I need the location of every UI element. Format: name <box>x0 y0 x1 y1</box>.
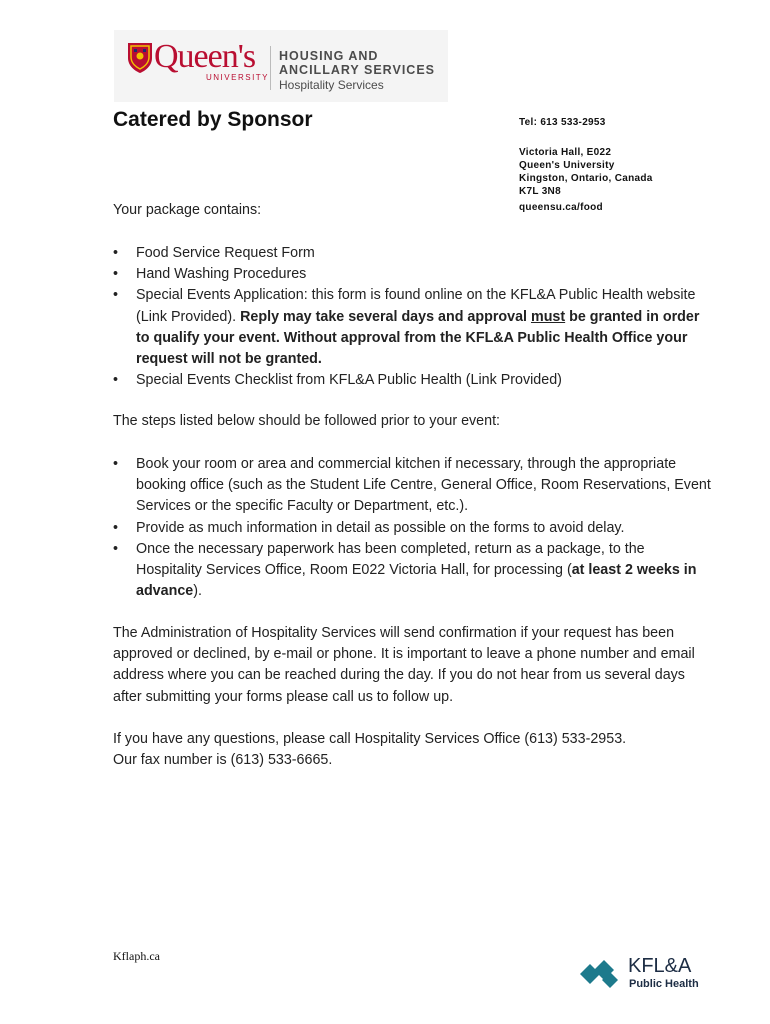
kfla-wordmark: KFL&A <box>628 955 692 977</box>
queens-wordmark: Queen's <box>154 38 256 75</box>
contact-address-2: Queen's University <box>519 160 615 171</box>
queens-crest-icon <box>127 42 153 74</box>
dept-line-3: Hospitality Services <box>279 78 384 92</box>
list-item: • Hand Washing Procedures <box>136 264 713 285</box>
queens-logo <box>114 30 448 102</box>
list-item: • Once the necessary paperwork has been completed, return as a package, to the Hospitality Services Office, Room E022 Victoria Hall, for processing (at least 2 weeks in advance). <box>136 539 713 603</box>
kfla-subtitle: Public Health <box>629 978 699 990</box>
steps-list <box>113 454 713 602</box>
steps-intro: The steps listed below should be followed prior to your event: <box>113 413 501 429</box>
list-item: • Special Events Application: this form is found online on the KFL&A Public Health website (Link Provided). Reply may take several days and approval must be granted in order to qualify your event. Without approval from the KFL&A Public Health Office your request will not be granted. <box>136 285 713 370</box>
contact-address-1: Victoria Hall, E022 <box>519 147 612 158</box>
kfla-logo <box>576 956 706 992</box>
list-item: • Book your room or area and commercial kitchen if necessary, through the appropriate booking office (such as the Student Life Centre, General Office, Room Reservations, Event Services or the specific Faculty or Department, etc.). <box>136 454 713 518</box>
dept-line-1: HOUSING AND <box>279 49 379 63</box>
admin-paragraph: The Administration of Hospitality Services will send confirmation if your request has been approved or declined, by e-mail or phone. It is important to leave a phone number and email address where you can be reached during the day. If you do not hear from us several days after submitting your forms please call us to follow up. <box>113 625 695 705</box>
contact-website: queensu.ca/food <box>519 202 603 213</box>
list-item: • Food Service Request Form <box>136 243 713 264</box>
package-list <box>113 243 713 391</box>
logo-divider <box>270 46 271 90</box>
kfla-diamond-icon <box>576 956 626 992</box>
dept-line-2: ANCILLARY SERVICES <box>279 63 435 77</box>
contact-address-4: K7L 3N8 <box>519 186 561 197</box>
questions-paragraph: If you have any questions, please call Hospitality Services Office (613) 533-2953. Our fax number is (613) 533-6665. <box>113 731 627 769</box>
package-intro: Your package contains: <box>113 202 262 218</box>
contact-tel: Tel: 613 533-2953 <box>519 117 606 128</box>
page-title: Catered by Sponsor <box>113 108 313 131</box>
list-item: • Special Events Checklist from KFL&A Public Health (Link Provided) <box>136 370 713 391</box>
list-item: • Provide as much information in detail as possible on the forms to avoid delay. <box>136 518 713 539</box>
contact-address-3: Kingston, Ontario, Canada <box>519 173 653 184</box>
footer-website: Kflaph.ca <box>113 949 160 963</box>
university-wordmark: UNIVERSITY <box>206 73 270 82</box>
